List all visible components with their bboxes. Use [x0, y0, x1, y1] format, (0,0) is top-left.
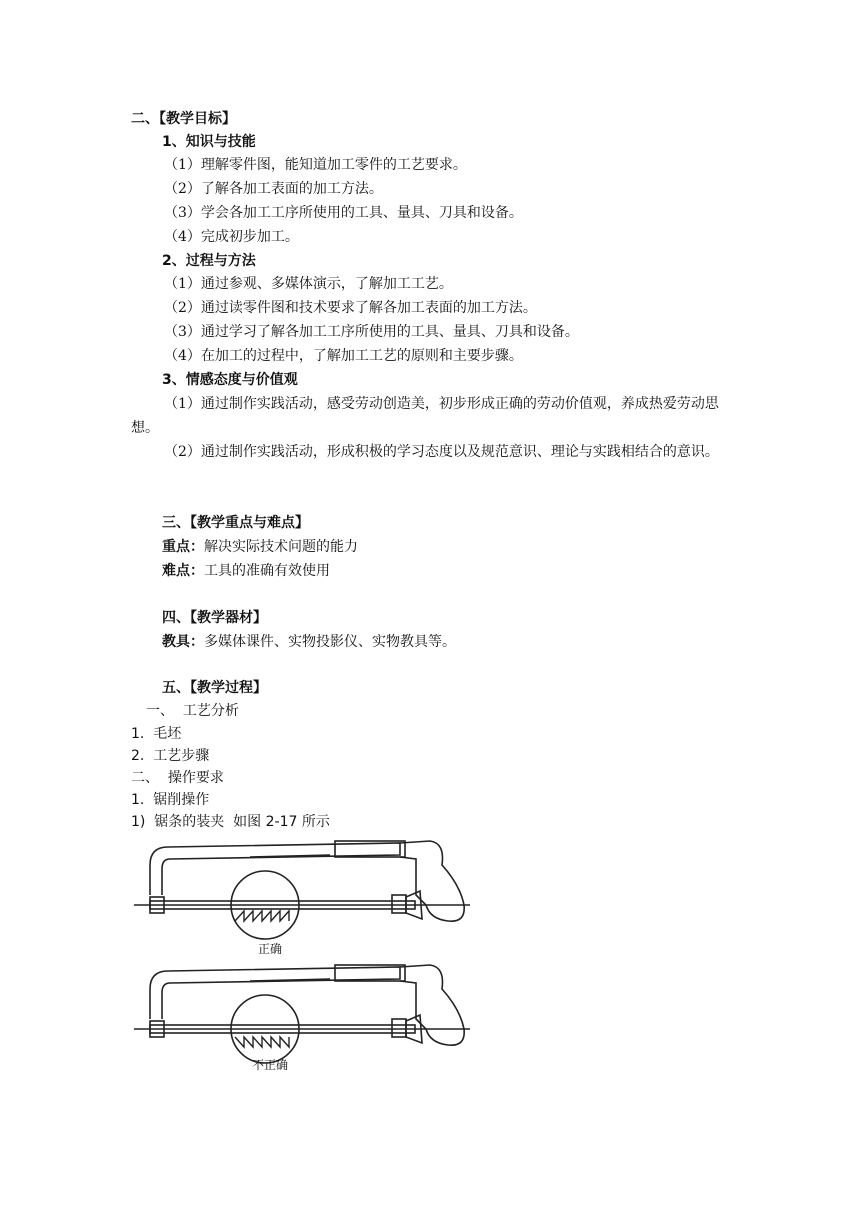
knowledge-item: （4）完成初步加工。	[164, 229, 299, 245]
process-item: （1）通过参观、多媒体演示，了解加工工艺。	[164, 276, 453, 292]
hacksaw-incorrect-drawing	[134, 965, 470, 1063]
equipment-line	[162, 631, 456, 653]
knowledge-item: （3）学会各加工工序所使用的工具、量具、刀具和设备。	[164, 205, 523, 221]
hacksaw-figure	[130, 835, 475, 1075]
hacksaw-correct-drawing	[134, 841, 470, 939]
part2-subitem: 1) 锯条的装夹 如图 2-17 所示	[131, 814, 330, 830]
difficulty-label: 难点：	[162, 563, 204, 579]
focus-line	[162, 536, 358, 558]
process-title: 2、过程与方法	[162, 253, 256, 269]
difficulty-text: 工具的准确有效使用	[204, 563, 330, 579]
equipment-text: 多媒体课件、实物投影仪、实物教具等。	[204, 634, 456, 650]
part1-heading: 一、 工艺分析	[146, 703, 239, 719]
difficulty-line	[162, 560, 330, 582]
attitude-item: （1）通过制作实践活动，感受劳动创造美，初步形成正确的劳动价值观，养成热爱劳动思想。	[131, 396, 719, 436]
part2-item: 1. 锯削操作	[131, 792, 210, 808]
focus-text: 解决实际技术问题的能力	[204, 539, 358, 555]
teaching-process-heading: 五、【教学过程】	[162, 680, 267, 696]
knowledge-item: （2）了解各加工表面的加工方法。	[164, 181, 383, 197]
focus-label: 重点：	[162, 539, 204, 555]
correct-label: 正确	[258, 942, 283, 956]
part1-item: 1. 毛坯	[131, 726, 182, 742]
knowledge-item: （1）理解零件图，能知道加工零件的工艺要求。	[164, 157, 467, 173]
part1-item: 2. 工艺步骤	[131, 748, 210, 764]
attitude-title: 3、情感态度与价值观	[162, 372, 298, 388]
attitude-item: （2）通过制作实践活动，形成积极的学习态度以及规范意识、理论与实践相结合的意识。	[164, 444, 719, 460]
process-item: （3）通过学习了解各加工工序所使用的工具、量具、刀具和设备。	[164, 324, 579, 340]
process-item: （2）通过读零件图和技术要求了解各加工表面的加工方法。	[164, 300, 537, 316]
incorrect-label: 不正确	[252, 1058, 289, 1072]
process-item: （4）在加工的过程中，了解加工工艺的原则和主要步骤。	[164, 348, 523, 364]
objectives-heading: 二、【教学目标】	[131, 111, 236, 127]
equipment-label: 教具：	[162, 634, 204, 650]
part2-heading: 二、 操作要求	[131, 770, 224, 786]
knowledge-title: 1、知识与技能	[162, 134, 256, 150]
key-points-heading: 三、【教学重点与难点】	[162, 515, 309, 531]
equipment-heading: 四、【教学器材】	[162, 610, 267, 626]
